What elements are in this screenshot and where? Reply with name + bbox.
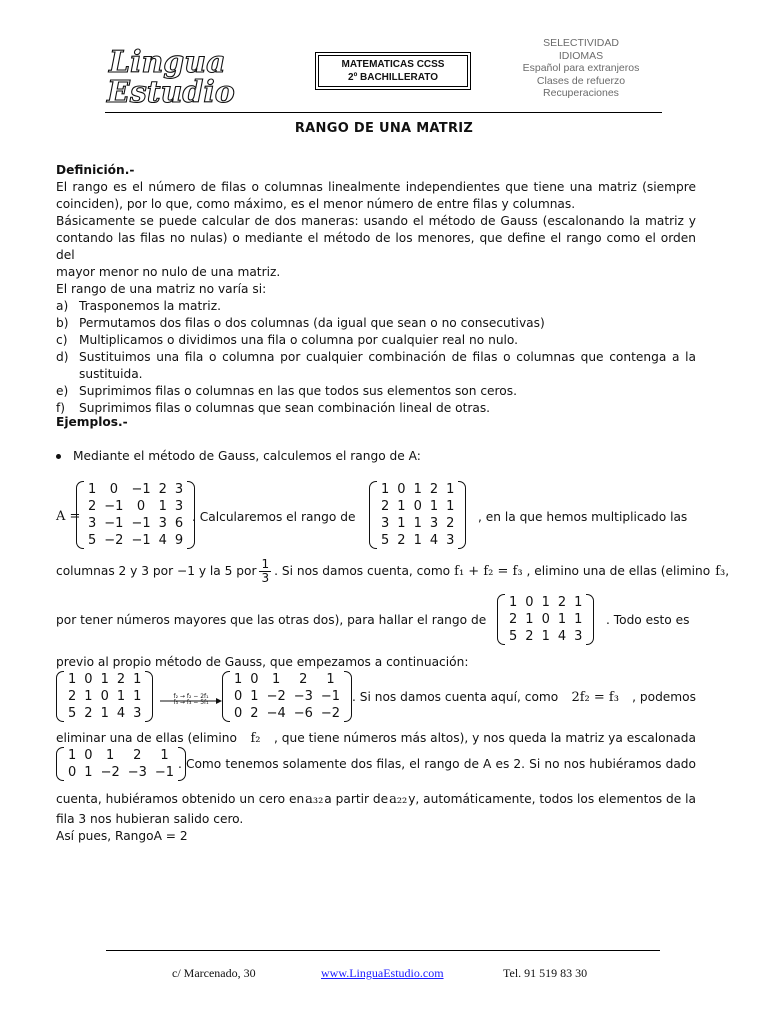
matrix-cell: 1 (272, 672, 281, 687)
matrix-cell: 5 (509, 629, 518, 644)
matrix-c (497, 594, 594, 645)
matrix-cell: −2 (266, 689, 286, 704)
bullet-icon (56, 454, 61, 459)
matrix-cell: 1 (234, 672, 243, 687)
matrix-cell: 4 (158, 533, 167, 548)
definition-line: contando las filas no nulas) o mediante el método de los menores, que define el rango como el orden del (56, 231, 696, 262)
matrix-cell: 0 (234, 706, 243, 721)
matrix-cell: −1 (131, 533, 151, 548)
equation: 2f₂ = f₃ (571, 690, 619, 705)
right-arrow-icon (160, 697, 222, 705)
left-bracket (497, 594, 505, 645)
matrix-cell: 1 (133, 672, 142, 687)
matrix-cell: 2 (525, 629, 534, 644)
definition-line: El rango es el número de filas o columnas linealmente independientes que tiene una matriz (siempre (56, 180, 696, 194)
page-title: RANGO DE UNA MATRIZ (294, 121, 474, 136)
matrix-cell: 3 (174, 499, 184, 514)
matrix-cell: 1 (88, 482, 97, 497)
matrix-cell: −1 (320, 689, 341, 704)
text-after-b: , en la que hemos multiplicado las (478, 510, 688, 524)
text-calc: . Calcularemos el rango de (192, 510, 356, 524)
matrix-b (369, 481, 466, 549)
header-divider (105, 112, 662, 113)
matrix-cell: 1 (106, 748, 115, 763)
matrix-cell: 1 (160, 748, 169, 763)
left-bracket (369, 481, 377, 549)
matrix-cell: −3 (127, 765, 147, 780)
matrix-cell: 0 (541, 612, 550, 627)
mayor-line: por tener números mayores que las otras dos), para hallar el rango de (56, 613, 487, 627)
course-box (318, 55, 468, 87)
matrix-cell: 1 (133, 689, 142, 704)
matrix-a (76, 481, 195, 549)
matrix-cell: 1 (541, 595, 550, 610)
list-item: e) Suprimimos filas o columnas en las que todos sus elementos son ceros. (56, 384, 517, 398)
matrix-cell: 2 (133, 748, 142, 763)
after-e-line: . Si nos damos cuenta aquí, como 2f₂ = f₃ , podemos (352, 690, 696, 705)
matrix-cell: 2 (557, 595, 567, 610)
matrix-cell: 2 (299, 672, 308, 687)
left-bracket (56, 671, 64, 722)
definition-heading: Definición.- (56, 163, 135, 177)
cuenta-line: cuenta, hubiéramos obtenido un cero en a₃₂ a partir de a₂₂ y, automáticamente, todos los elementos de la (56, 792, 696, 807)
matrix-cell: 3 (88, 516, 97, 531)
matrix-cell: 4 (557, 629, 567, 644)
matrix-cell: 1 (116, 689, 126, 704)
matrix-cell: 1 (158, 499, 167, 514)
list-item: d) Sustituimos una fila o columna por cualquier combinación de filas o columnas que contenga a la (56, 350, 696, 364)
footer-address: c/ Marcenado, 30 (172, 966, 256, 980)
left-bracket (56, 747, 64, 781)
list-item-continuation: sustituida. (79, 367, 143, 381)
matrix-cell: 5 (88, 533, 97, 548)
matrix-cell: 1 (84, 689, 93, 704)
matrix-cell: −1 (131, 516, 151, 531)
matrix-cell: 0 (413, 499, 422, 514)
matrix-cell: 3 (574, 629, 583, 644)
fila3-line: fila 3 nos hubieran salido cero. (56, 812, 244, 826)
matrix-cell: 1 (68, 748, 77, 763)
matrix-cell: −3 (293, 689, 313, 704)
matrix-cell: 6 (174, 516, 184, 531)
matrix-cell: 1 (397, 499, 406, 514)
matrix-cell: 0 (68, 765, 77, 780)
matrix-cell: 0 (84, 672, 93, 687)
matrix-cell: 0 (250, 672, 259, 687)
definition-line: coinciden), por lo que, como máximo, es el menor número de entre filas y columnas. (56, 197, 576, 211)
left-bracket (222, 671, 230, 722)
footer-divider (106, 950, 660, 951)
elim-line: eliminar una de ellas (elimino f₂ , que tiene números más altos), y nos queda la matriz ya escalonada (56, 731, 696, 746)
matrix-cell: 3 (429, 516, 439, 531)
matrix-cell: 1 (413, 533, 422, 548)
text-after-c: . Todo esto es (606, 613, 690, 627)
matrix-cell: 1 (557, 612, 567, 627)
matrix-cell: 2 (88, 499, 97, 514)
gauss-arrow: f₂ → f₂ − 2f₁ f₃ → f₃ − 5f₁ (160, 694, 222, 706)
service-item: Recuperaciones (543, 87, 619, 99)
left-bracket (76, 481, 84, 549)
matrix-cell: 2 (429, 482, 439, 497)
footer-phone: Tel. 91 519 83 30 (503, 966, 588, 980)
lingua-estudio-logo (105, 44, 235, 110)
matrix-cell: 0 (397, 482, 406, 497)
right-bracket (344, 671, 352, 722)
service-item: Español para extranjeros (522, 62, 640, 74)
matrix-cell: 1 (446, 499, 455, 514)
matrix-cell: 1 (446, 482, 455, 497)
examples-heading: Ejemplos.- (56, 415, 128, 429)
matrix-cell: 1 (574, 612, 583, 627)
matrix-cell: 3 (446, 533, 455, 548)
matrix-cell: −1 (131, 482, 151, 497)
definition-line: Básicamente se puede calcular de dos maneras: usando el método de Gauss (escalonando la matriz y (56, 214, 696, 228)
matrix-cell: 2 (397, 533, 406, 548)
right-bracket (145, 671, 153, 722)
matrix-cell: −6 (293, 706, 313, 721)
right-bracket (458, 481, 466, 549)
matrix-cell: 2 (250, 706, 259, 721)
services-list (496, 37, 666, 100)
course-subject: MATEMATICAS CCSS (341, 59, 445, 70)
matrix-cell: 1 (397, 516, 406, 531)
matrix-cell: 2 (116, 672, 126, 687)
matrix-cell: −4 (266, 706, 286, 721)
matrix-e (222, 671, 352, 722)
cols-line: columnas 2 y 3 por −1 y la 5 por $\frac{1}{3}$ . Si nos damos cuenta, como f₁ + f₂ = f₃ , elimino una de ellas (elimino f₃ , (56, 557, 730, 585)
text-after-f: . Como tenemos solamente dos filas, el rango de A es 2. Si no nos hubiéramos dado (178, 757, 696, 771)
service-item: IDIOMAS (558, 49, 604, 62)
matrix-cell: 9 (174, 533, 184, 548)
matrix-cell: 0 (100, 689, 109, 704)
matrix-cell: 0 (234, 689, 243, 704)
matrix-cell: 2 (509, 612, 518, 627)
equation: f₁ + f₂ = f₃ (454, 564, 523, 579)
matrix-cell: 1 (413, 516, 422, 531)
matrix-cell: 0 (136, 499, 146, 514)
matrix-d (56, 671, 153, 722)
footer-website-link[interactable]: www.LinguaEstudio.com (321, 966, 444, 980)
result-line: Así pues, RangoA = 2 (56, 829, 188, 843)
matrix-cell: 1 (574, 595, 583, 610)
definition-line: mayor menor no nulo de una matriz. (56, 265, 281, 279)
matrix-cell: 0 (525, 595, 534, 610)
definition-section (56, 162, 696, 417)
matrix-cell: 0 (84, 748, 93, 763)
matrix-cell: 4 (116, 706, 126, 721)
logo-line1: Lingua (109, 45, 226, 80)
matrix-cell: 3 (158, 516, 167, 531)
matrix-cell: −2 (104, 533, 124, 548)
matrix-cell: 1 (100, 706, 109, 721)
matrix-cell: 2 (446, 516, 455, 531)
previo-line: previo al propio método de Gauss, que empezamos a continuación: (56, 655, 469, 669)
logo-line2: Estudio (107, 75, 235, 110)
matrix-cell: 1 (326, 672, 335, 687)
matrix-cell: −1 (104, 516, 124, 531)
matrix-cell: 0 (109, 482, 118, 497)
matrix-cell: 1 (84, 765, 93, 780)
list-item: b) Permutamos dos filas o dos columnas (da igual que sean o no consecutivas) (56, 316, 545, 330)
matrix-cell: 1 (429, 499, 439, 514)
matrix-cell: 5 (381, 533, 390, 548)
matrix-cell: 2 (381, 499, 390, 514)
service-item: Clases de refuerzo (536, 74, 626, 87)
matrix-cell: 1 (413, 482, 422, 497)
matrix-cell: 3 (174, 482, 184, 497)
matrix-cell: 1 (250, 689, 259, 704)
matrix-cell: 1 (509, 595, 518, 610)
matrix-cell: 1 (68, 672, 77, 687)
right-bracket (586, 594, 594, 645)
matrix-cell: 2 (68, 689, 77, 704)
matrix-cell: 1 (100, 672, 109, 687)
matrix-cell: 2 (84, 706, 93, 721)
matrix-cell: 3 (381, 516, 390, 531)
matrix-cell: −1 (154, 765, 175, 780)
matrix-cell: −2 (100, 765, 120, 780)
list-item: c) Multiplicamos o dividimos una fila o columna por cualquier real no nulo. (56, 333, 519, 347)
matrix-cell: 1 (541, 629, 550, 644)
matrix-f (56, 747, 186, 781)
definition-line: El rango de una matriz no varía si: (56, 282, 267, 296)
matrix-a-label: A = (56, 509, 81, 524)
matrix-cell: 1 (525, 612, 534, 627)
matrix-cell: −2 (320, 706, 341, 721)
matrix-cell: 5 (68, 706, 77, 721)
course-level: 2º BACHILLERATO (348, 72, 438, 83)
matrix-cell: −1 (104, 499, 124, 514)
matrix-cell: 2 (158, 482, 167, 497)
matrix-cell: 1 (381, 482, 390, 497)
list-item: a) Trasponemos la matriz. (56, 299, 221, 313)
matrix-cell: 4 (429, 533, 439, 548)
list-item: f) Suprimimos filas o columnas que sean combinación lineal de otras. (56, 401, 491, 415)
matrix-cell: 3 (133, 706, 142, 721)
service-item: SELECTIVIDAD (543, 37, 619, 49)
bullet-item: Mediante el método de Gauss, calculemos el rango de A: (56, 448, 696, 465)
fraction: $\frac{1}{3}$ (261, 557, 270, 585)
